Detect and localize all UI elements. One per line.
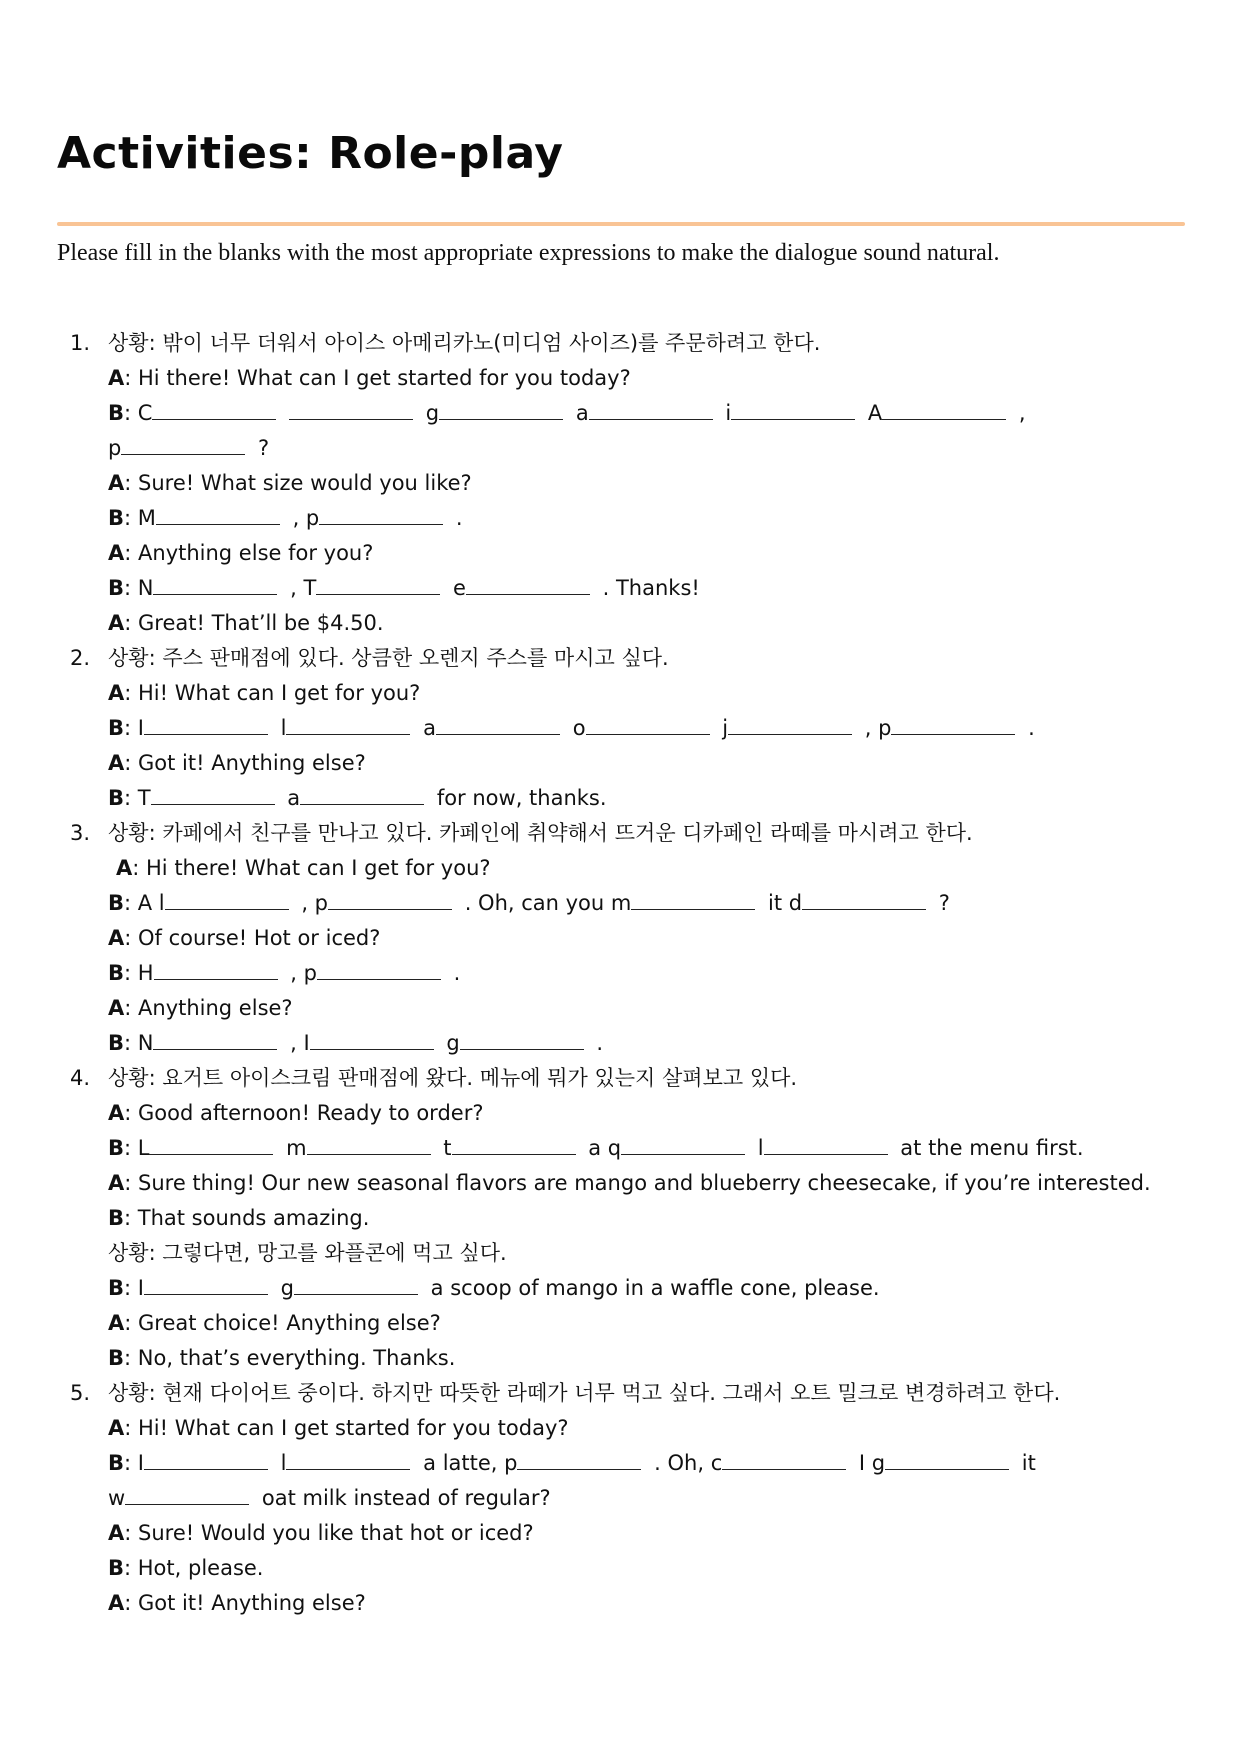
fill-in-blank[interactable] — [891, 714, 1015, 735]
fill-in-blank[interactable] — [439, 399, 563, 420]
dialogue-line — [108, 361, 1180, 396]
fill-in-blank[interactable] — [460, 1029, 584, 1050]
dialogue-text: : Got it! Anything else? — [124, 751, 366, 775]
fill-in-blank[interactable] — [631, 889, 755, 910]
speaker-label: A — [108, 996, 125, 1020]
speaker-label: A — [108, 926, 125, 950]
speaker-label: A — [108, 541, 125, 565]
dialogue-line — [108, 1096, 1180, 1131]
dialogue-line — [108, 1306, 1180, 1341]
speaker-label: A — [108, 1416, 125, 1440]
dialogue-line — [108, 676, 1180, 711]
dialogue-line — [108, 1516, 1180, 1551]
dialogue-text: for now, thanks. — [430, 786, 607, 810]
situation-text: 상황: 현재 다이어트 중이다. 하지만 따뜻한 라떼가 너무 먹고 싶다. 그래서 오트 밀크로 변경하려고 한다. — [108, 1381, 1061, 1405]
dialogue-text: it d — [761, 891, 803, 915]
fill-in-blank[interactable] — [517, 1449, 641, 1470]
dialogue-text: . — [449, 506, 463, 530]
dialogue-text: : A l — [124, 891, 165, 915]
fill-in-blank[interactable] — [436, 714, 560, 735]
dialogue-text: e — [446, 576, 466, 600]
dialogue-text: . Oh, c — [647, 1451, 723, 1475]
speaker-label: B — [108, 1276, 125, 1300]
dialogue-line — [108, 886, 1180, 921]
dialogue-line — [108, 1481, 1180, 1516]
accent-divider — [57, 222, 1185, 226]
fill-in-blank[interactable] — [802, 889, 926, 910]
fill-in-blank[interactable] — [882, 399, 1006, 420]
dialogue-text: : Sure! Would you like that hot or iced? — [124, 1521, 534, 1545]
dialogue-line — [108, 956, 1180, 991]
speaker-label: B — [108, 891, 125, 915]
dialogue-text: ? — [932, 891, 950, 915]
dialogue-text: , p — [283, 961, 317, 985]
dialogue-line — [108, 1131, 1180, 1166]
dialogue-text: : Good afternoon! Ready to order? — [124, 1101, 484, 1125]
dialogue-text: , — [1012, 401, 1026, 425]
speaker-label: A — [108, 1171, 125, 1195]
dialogue-text: I g — [852, 1451, 886, 1475]
question-item — [70, 1376, 1180, 1621]
situation-text: 상황: 카페에서 친구를 만나고 있다. 카페인에 취약해서 뜨거운 디카페인 라떼를 마시려고 한다. — [108, 821, 973, 845]
fill-in-blank[interactable] — [328, 889, 452, 910]
dialogue-text: : N — [124, 1031, 154, 1055]
dialogue-text: : That sounds amazing. — [124, 1206, 370, 1230]
dialogue-text: , I — [283, 1031, 310, 1055]
dialogue-text: a q — [581, 1136, 622, 1160]
dialogue-text: oat milk instead of regular? — [255, 1486, 551, 1510]
fill-in-blank[interactable] — [286, 1449, 410, 1470]
speaker-label: B — [108, 506, 125, 530]
question-number: 4. — [70, 1066, 91, 1090]
situation-text: 상황: 요거트 아이스크림 판매점에 왔다. 메뉴에 뭐가 있는지 살펴보고 있다. — [108, 1066, 798, 1090]
dialogue-text: i — [718, 401, 732, 425]
speaker-label: B — [108, 401, 125, 425]
dialogue-line — [108, 781, 1180, 816]
dialogue-text: a scoop of mango in a waffle cone, please. — [423, 1276, 880, 1300]
fill-in-blank[interactable] — [466, 574, 590, 595]
dialogue-text: . — [446, 961, 461, 985]
dialogue-text: p — [108, 436, 122, 460]
dialogue-text: t — [436, 1136, 452, 1160]
fill-in-blank[interactable] — [307, 1134, 431, 1155]
dialogue-text: 상황: 그렇다면, 망고를 와플콘에 먹고 싶다. — [108, 1241, 507, 1265]
dialogue-text: : Hi! What can I get started for you today? — [124, 1416, 569, 1440]
speaker-label: A — [108, 1101, 125, 1125]
dialogue-text: o — [566, 716, 586, 740]
dialogue-text: g — [273, 1276, 294, 1300]
dialogue-line — [108, 466, 1180, 501]
page-title: Activities: Role-play — [57, 128, 564, 179]
dialogue-text: l — [751, 1136, 764, 1160]
dialogue-text: : I — [124, 716, 144, 740]
fill-in-blank[interactable] — [286, 714, 410, 735]
dialogue-text: : Got it! Anything else? — [124, 1591, 366, 1615]
fill-in-blank[interactable] — [310, 1029, 434, 1050]
fill-in-blank[interactable] — [165, 889, 289, 910]
dialogue-line — [108, 1201, 1180, 1236]
dialogue-text: : Great choice! Anything else? — [124, 1311, 441, 1335]
dialogue-line — [108, 711, 1180, 746]
fill-in-blank[interactable] — [731, 399, 855, 420]
speaker-label: B — [108, 786, 125, 810]
fill-in-blank[interactable] — [722, 1449, 846, 1470]
speaker-label: B — [108, 1206, 125, 1230]
dialogue-text: : Anything else? — [124, 996, 293, 1020]
question-item — [70, 816, 1180, 1061]
dialogue-line — [108, 746, 1180, 781]
dialogue-text: , p — [285, 506, 320, 530]
dialogue-text: . — [1021, 716, 1035, 740]
dialogue-text: : I — [124, 1451, 144, 1475]
dialogue-text: : Of course! Hot or iced? — [124, 926, 381, 950]
question-number: 5. — [70, 1381, 91, 1405]
dialogue-line — [108, 1411, 1180, 1446]
speaker-label: A — [108, 681, 125, 705]
speaker-label: B — [108, 1346, 125, 1370]
dialogue-text: j — [715, 716, 729, 740]
fill-in-blank[interactable] — [586, 714, 710, 735]
dialogue-text: a — [569, 401, 589, 425]
question-item — [70, 641, 1180, 816]
dialogue-text: l — [273, 1451, 287, 1475]
fill-in-blank[interactable] — [589, 399, 713, 420]
dialogue-line — [108, 921, 1180, 956]
dialogue-text: l — [273, 716, 287, 740]
fill-in-blank[interactable] — [294, 1274, 418, 1295]
dialogue-line — [108, 571, 1180, 606]
speaker-label: A — [116, 856, 133, 880]
fill-in-blank[interactable] — [144, 1274, 268, 1295]
question-number: 1. — [70, 331, 91, 355]
dialogue-text: . Oh, can you m — [458, 891, 632, 915]
fill-in-blank[interactable] — [153, 574, 277, 595]
dialogue-text: , T — [283, 576, 317, 600]
dialogue-text: : M — [124, 506, 156, 530]
dialogue-text: g — [439, 1031, 460, 1055]
dialogue-text: : Great! That’ll be $4.50. — [124, 611, 384, 635]
fill-in-blank[interactable] — [144, 714, 268, 735]
fill-in-blank[interactable] — [300, 784, 424, 805]
question-list — [70, 326, 1180, 1621]
fill-in-blank[interactable] — [289, 399, 413, 420]
dialogue-line — [108, 606, 1180, 641]
fill-in-blank[interactable] — [149, 1134, 273, 1155]
dialogue-line — [108, 536, 1180, 571]
dialogue-text: : Sure! What size would you like? — [124, 471, 472, 495]
fill-in-blank[interactable] — [621, 1134, 745, 1155]
dialogue-text: : Hot, please. — [124, 1556, 264, 1580]
speaker-label: B — [108, 1031, 125, 1055]
dialogue-text: : Sure thing! Our new seasonal flavors are mango and blueberry cheesecake, if you’re interested. — [124, 1171, 1151, 1195]
fill-in-blank[interactable] — [125, 1484, 249, 1505]
dialogue-line — [108, 396, 1180, 431]
fill-in-blank[interactable] — [316, 574, 440, 595]
speaker-label: A — [108, 611, 125, 635]
dialogue-text: at the menu first. — [893, 1136, 1084, 1160]
dialogue-text: : T — [124, 786, 151, 810]
speaker-label: A — [108, 1521, 125, 1545]
fill-in-blank[interactable] — [885, 1449, 1009, 1470]
dialogue-text: . — [589, 1031, 604, 1055]
fill-in-blank[interactable] — [319, 504, 443, 525]
dialogue-text: it — [1015, 1451, 1036, 1475]
fill-in-blank[interactable] — [728, 714, 852, 735]
speaker-label: B — [108, 1556, 125, 1580]
dialogue-line — [108, 1551, 1180, 1586]
dialogue-text: : H — [124, 961, 154, 985]
dialogue-text: ? — [251, 436, 270, 460]
speaker-label: B — [108, 961, 125, 985]
fill-in-blank[interactable] — [144, 1449, 268, 1470]
speaker-label: B — [108, 576, 125, 600]
dialogue-text: a — [416, 716, 437, 740]
dialogue-text — [282, 401, 289, 425]
speaker-label: B — [108, 716, 125, 740]
dialogue-line — [108, 1236, 1180, 1271]
instructions: Please fill in the blanks with the most appropriate expressions to make the dialogue sound natural. — [57, 240, 1000, 266]
question-item — [70, 326, 1180, 641]
dialogue-text: : I — [124, 1276, 144, 1300]
dialogue-text: : Hi! What can I get for you? — [124, 681, 421, 705]
dialogue-line — [108, 851, 1180, 886]
speaker-label: A — [108, 471, 125, 495]
dialogue-line — [108, 431, 1180, 466]
dialogue-text: A — [861, 401, 883, 425]
dialogue-line — [108, 991, 1180, 1026]
question-number: 3. — [70, 821, 91, 845]
dialogue-line — [108, 501, 1180, 536]
speaker-label: A — [108, 366, 125, 390]
dialogue-text: : No, that’s everything. Thanks. — [124, 1346, 456, 1370]
fill-in-blank[interactable] — [154, 959, 278, 980]
fill-in-blank[interactable] — [156, 504, 280, 525]
dialogue-text: : Anything else for you? — [124, 541, 374, 565]
dialogue-text: w — [108, 1486, 126, 1510]
speaker-label: A — [108, 1311, 125, 1335]
dialogue-text: m — [279, 1136, 307, 1160]
dialogue-line — [108, 1341, 1180, 1376]
speaker-label: A — [108, 1591, 125, 1615]
dialogue-line — [108, 1446, 1180, 1481]
dialogue-text: , p — [858, 716, 892, 740]
dialogue-text: a — [280, 786, 301, 810]
dialogue-line — [108, 1586, 1180, 1621]
speaker-label: A — [108, 751, 125, 775]
question-number: 2. — [70, 646, 91, 670]
question-item — [70, 1061, 1180, 1376]
situation-text: 상황: 주스 판매점에 있다. 상큼한 오렌지 주스를 마시고 싶다. — [108, 646, 669, 670]
dialogue-text: a latte, p — [416, 1451, 518, 1475]
fill-in-blank[interactable] — [317, 959, 441, 980]
dialogue-text: , p — [294, 891, 329, 915]
fill-in-blank[interactable] — [153, 1029, 277, 1050]
dialogue-text: : N — [124, 576, 154, 600]
fill-in-blank[interactable] — [152, 399, 276, 420]
dialogue-text: : C — [124, 401, 153, 425]
dialogue-text: g — [419, 401, 440, 425]
speaker-label: B — [108, 1451, 125, 1475]
fill-in-blank[interactable] — [121, 434, 245, 455]
dialogue-line — [108, 1166, 1180, 1201]
dialogue-line — [108, 1026, 1180, 1061]
fill-in-blank[interactable] — [764, 1134, 888, 1155]
speaker-label: B — [108, 1136, 125, 1160]
dialogue-text: : L — [124, 1136, 150, 1160]
fill-in-blank[interactable] — [151, 784, 275, 805]
situation-text: 상황: 밖이 너무 더워서 아이스 아메리카노(미디엄 사이즈)를 주문하려고 한다. — [108, 331, 821, 355]
dialogue-text: . Thanks! — [595, 576, 700, 600]
dialogue-text: : Hi there! What can I get for you? — [132, 856, 491, 880]
dialogue-text: : Hi there! What can I get started for you today? — [124, 366, 631, 390]
dialogue-line — [108, 1271, 1180, 1306]
fill-in-blank[interactable] — [452, 1134, 576, 1155]
